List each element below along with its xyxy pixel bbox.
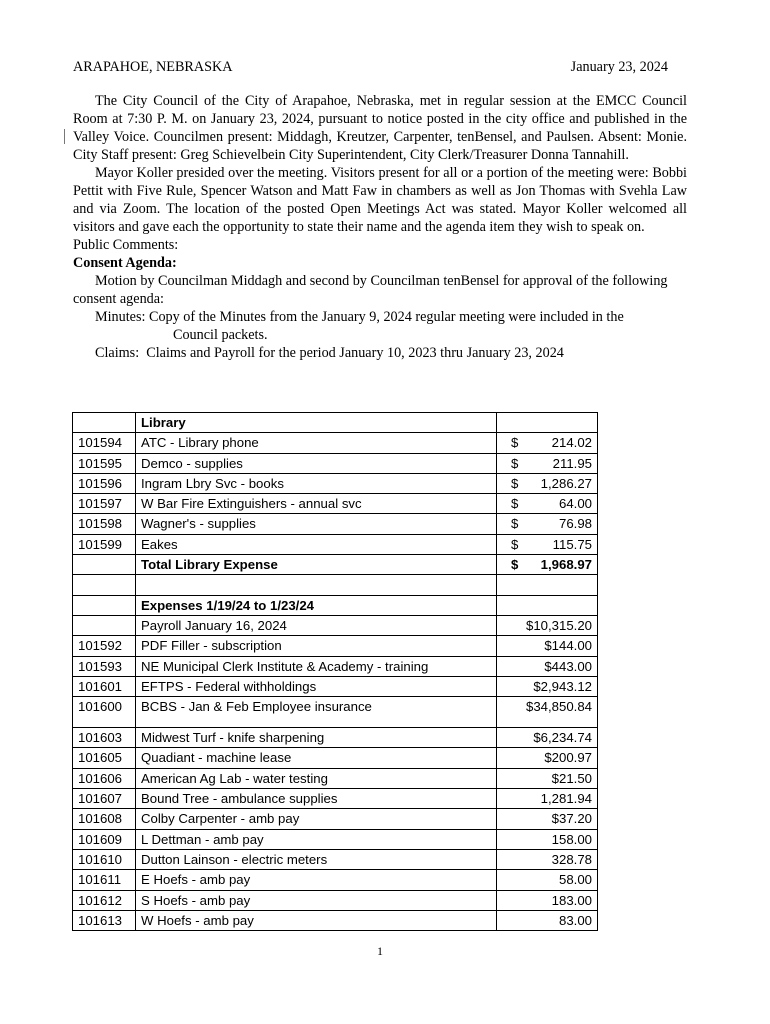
amount-value: 214.02 — [551, 435, 592, 451]
table-row — [73, 910, 598, 930]
amount-cell — [497, 534, 598, 554]
margin-mark — [64, 129, 65, 144]
claim-number: 101603 — [73, 728, 136, 748]
claim-description: PDF Filler - subscription — [136, 636, 497, 656]
claim-amount: 183.00 — [497, 890, 598, 910]
claim-amount: 1,281.94 — [497, 789, 598, 809]
table-row — [73, 676, 598, 696]
dollar-sign: $ — [511, 496, 519, 512]
claims-table — [72, 412, 598, 931]
amount-value: 1,286.27 — [540, 475, 592, 491]
claim-description: S Hoefs - amb pay — [136, 890, 497, 910]
table-row — [73, 595, 598, 615]
amount-value: 211.95 — [552, 455, 592, 471]
claim-description: Midwest Turf - knife sharpening — [136, 728, 497, 748]
amount-value: 76.98 — [558, 516, 592, 532]
claim-number: 101610 — [73, 849, 136, 869]
table-row — [73, 575, 598, 595]
claim-description: EFTPS - Federal withholdings — [136, 676, 497, 696]
amount-cell — [497, 453, 598, 473]
table-row — [73, 413, 598, 433]
table-row — [73, 534, 598, 554]
claim-description: L Dettman - amb pay — [136, 829, 497, 849]
claim-description: NE Municipal Clerk Institute & Academy - training — [136, 656, 497, 676]
claim-description: Dutton Lainson - electric meters — [136, 849, 497, 869]
claim-amount: $37.20 — [497, 809, 598, 829]
amount-value: 115.75 — [552, 536, 592, 552]
claim-description: Colby Carpenter - amb pay — [136, 809, 497, 829]
claim-number: 101608 — [73, 809, 136, 829]
claim-amount: 158.00 — [497, 829, 598, 849]
claim-number: 101605 — [73, 748, 136, 768]
amount-cell — [497, 473, 598, 493]
claim-description: Ingram Lbry Svc - books — [136, 473, 497, 493]
amount-cell — [497, 514, 598, 534]
claim-amount: $443.00 — [497, 656, 598, 676]
library-total-label: Total Library Expense — [136, 555, 497, 575]
payroll-amount: $10,315.20 — [497, 615, 598, 635]
claim-number: 101598 — [73, 514, 136, 534]
claim-number: 101601 — [73, 676, 136, 696]
claim-number: 101612 — [73, 890, 136, 910]
table-row — [73, 473, 598, 493]
minutes-body — [73, 92, 687, 362]
minutes-line-2: Council packets. — [173, 327, 268, 343]
table-row — [73, 870, 598, 890]
claim-description: Wagner's - supplies — [136, 514, 497, 534]
header-location: ARAPAHOE, NEBRASKA — [73, 59, 233, 75]
consent-agenda-heading: Consent Agenda: — [73, 255, 177, 271]
mayor-paragraph: Mayor Koller presided over the meeting. Visitors present for all or a portion of the meeting were: Bobbi Pettit with Five Rule, Spencer Watson and Matt Faw in chambers as well as Jon Thomas with Svehla Law and via Zoom. The location of the posted Open Meetings Act was stated. Mayor Koller welcomed all visitors and gave each the opportunity to state their name and the agenda item they wish to speak on. — [73, 165, 687, 235]
claim-number: 101607 — [73, 789, 136, 809]
dollar-sign: $ — [511, 557, 519, 573]
table-row — [73, 636, 598, 656]
dollar-sign: $ — [511, 536, 519, 552]
table-row — [73, 494, 598, 514]
opening-paragraph: The City Council of the City of Arapahoe, Nebraska, met in regular session at the EMCC Council Room at 7:30 P. M. on January 23, 2024, pursuant to notice posted in the city office and published in the Valley Voice. Councilmen present: Middagh, Kreutzer, Carpenter, tenBensel, and Paulsen. Absent: Monie. City Staff present: Greg Schievelbein City Superintendent, City Clerk/Treasurer Donna Tannahill. — [73, 93, 687, 163]
table-row — [73, 849, 598, 869]
claim-description: Bound Tree - ambulance supplies — [136, 789, 497, 809]
claim-number: 101600 — [73, 697, 136, 728]
table-row — [73, 433, 598, 453]
claim-number: 101595 — [73, 453, 136, 473]
claim-description: W Bar Fire Extinguishers - annual svc — [136, 494, 497, 514]
claim-number: 101593 — [73, 656, 136, 676]
claim-amount: $2,943.12 — [497, 676, 598, 696]
claim-number: 101606 — [73, 768, 136, 788]
minutes-item — [73, 308, 687, 344]
table-row — [73, 768, 598, 788]
claim-number: 101597 — [73, 494, 136, 514]
claim-description: BCBS - Jan & Feb Employee insurance — [136, 697, 497, 728]
claims-line: Claims: Claims and Payroll for the period January 10, 2023 thru January 23, 2024 — [95, 345, 564, 361]
claim-description: Eakes — [136, 534, 497, 554]
dollar-sign: $ — [511, 475, 519, 491]
claim-description: E Hoefs - amb pay — [136, 870, 497, 890]
table-row — [73, 809, 598, 829]
table-row — [73, 697, 598, 728]
table-row — [73, 615, 598, 635]
claim-amount: $144.00 — [497, 636, 598, 656]
claim-amount: $6,234.74 — [497, 728, 598, 748]
dollar-sign: $ — [511, 516, 519, 532]
minutes-line-1: Minutes: Copy of the Minutes from the January 9, 2024 regular meeting were included in the — [95, 309, 624, 325]
table-row — [73, 890, 598, 910]
amount-cell — [497, 433, 598, 453]
dollar-sign: $ — [511, 435, 519, 451]
claim-amount: 83.00 — [497, 910, 598, 930]
table-row — [73, 728, 598, 748]
page-number: 1 — [377, 944, 383, 958]
claim-description: Quadiant - machine lease — [136, 748, 497, 768]
claim-amount: 328.78 — [497, 849, 598, 869]
claim-amount: $21.50 — [497, 768, 598, 788]
public-comments-label: Public Comments: — [73, 237, 179, 253]
claim-description: W Hoefs - amb pay — [136, 910, 497, 930]
payroll-description: Payroll January 16, 2024 — [136, 615, 497, 635]
table-row — [73, 789, 598, 809]
claim-description: American Ag Lab - water testing — [136, 768, 497, 788]
claim-number: 101613 — [73, 910, 136, 930]
amount-value: 1,968.97 — [540, 557, 592, 573]
claim-amount: 58.00 — [497, 870, 598, 890]
amount-value: 64.00 — [558, 496, 592, 512]
header-date: January 23, 2024 — [570, 59, 668, 75]
table-row — [73, 555, 598, 575]
table-row — [73, 453, 598, 473]
claim-number: 101594 — [73, 433, 136, 453]
claim-number: 101596 — [73, 473, 136, 493]
claim-description: Demco - supplies — [136, 453, 497, 473]
claim-amount: $34,850.84 — [497, 697, 598, 728]
claim-description: ATC - Library phone — [136, 433, 497, 453]
amount-cell — [497, 494, 598, 514]
dollar-sign: $ — [511, 455, 519, 471]
claim-number: 101592 — [73, 636, 136, 656]
expenses-heading: Expenses 1/19/24 to 1/23/24 — [136, 595, 497, 615]
table-row — [73, 656, 598, 676]
claim-amount: $200.97 — [497, 748, 598, 768]
claim-number: 101609 — [73, 829, 136, 849]
table-row — [73, 829, 598, 849]
claim-number: 101611 — [73, 870, 136, 890]
motion-paragraph: Motion by Councilman Middagh and second by Councilman tenBensel for approval of the following consent agenda: — [73, 273, 668, 307]
library-heading: Library — [136, 413, 497, 433]
amount-cell — [497, 555, 598, 575]
table-row — [73, 748, 598, 768]
table-row — [73, 514, 598, 534]
claim-number: 101599 — [73, 534, 136, 554]
